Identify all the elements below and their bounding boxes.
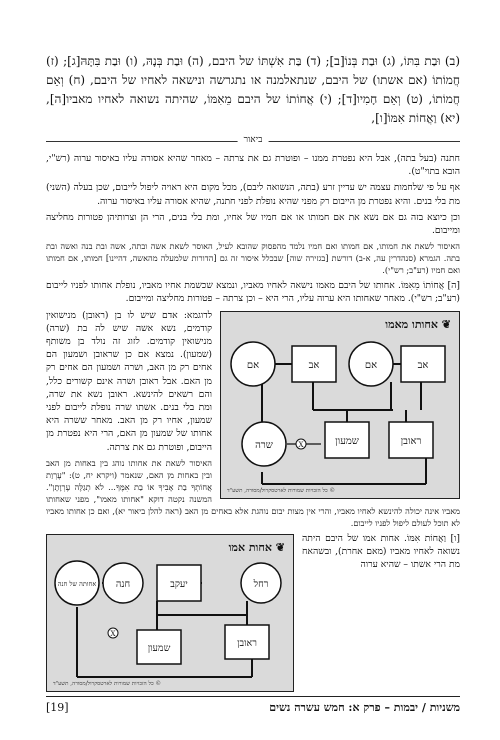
node-sarah: שרה bbox=[255, 439, 273, 451]
diagram-graphic bbox=[47, 535, 293, 691]
family-diagram-mothers-sister bbox=[46, 534, 294, 692]
node-mother-1: אם bbox=[246, 359, 260, 371]
node-father-2: אב bbox=[417, 359, 429, 371]
commentary-paragraph: אף על פי שלחמות עצמה יש עדיין זרע (בתה, הנשואה ליבם), מכל מקום היא ראויה ליפול לייבום, שכן בעלה (השני) מת בלי בנים. והיא נפטרת מן הייבום רק מפני שהיא נופלת לפני חתנה, שהיא אסורה עליו באיסור ערוה. bbox=[46, 182, 460, 207]
node-chana: חנה bbox=[115, 578, 131, 590]
family-diagram-sister-from-mother bbox=[220, 311, 460, 499]
running-title: משניות / יבמות – פרק א: חמש עשרה נשים bbox=[269, 701, 460, 714]
node-yaakov: יעקב bbox=[170, 578, 188, 590]
node-reuven: ראובן bbox=[400, 435, 422, 447]
diagram-title: ❦ אחות אמו bbox=[228, 540, 285, 554]
node-shimon: שמעון bbox=[147, 642, 171, 654]
node-mother-2: אם bbox=[364, 359, 378, 371]
node-shimon: שמעון bbox=[335, 435, 359, 447]
commentary-divider bbox=[46, 136, 460, 146]
commentary-paragraph: לדוגמא: אדם שיש לו בן (ראובן) מנישואין קודמים, נשא אשה שיש לה בת (שרה) מנישואין קודמים. לזוג זה נולד בן משותף (שמעון). נמצא אם כן שראובן ושמעון הם אחים רק מן האב, ושרה ושמעון הם אחים רק מן האם. אבל ראובן ושרה אינם קשורים כלל, והם רשאים להינשא. ראובן נשא את שרה, ומת בלי בנים. אשתו שרה נופלת לייבום לפני שמעון, אחיו רק מן האב. מאחר ששרה היא אחותו של שמעון מן האם, הרי היא נפטרת מן הייבום, ופוטרת גם את צרתה. bbox=[46, 309, 212, 453]
scroll-ornament-icon: ❦ bbox=[275, 540, 285, 554]
svg-text:X: X bbox=[110, 629, 116, 638]
node-rachel: רחל bbox=[253, 578, 269, 590]
diagram-title: ❦ אחותו מאמו bbox=[385, 317, 451, 331]
page-footer bbox=[46, 696, 460, 719]
node-chana-sister: אחותה של חנה bbox=[57, 579, 97, 588]
commentary-note: האיסור לשאת את חמותו, אם חמותו ואם חמיו נלמד מהפסוק שהובא לעיל, האוסר לשאת אשה ובתה, אשה ובת בנה ואשה ובת בתה. הגמרא (סנהדרין עה, א-ב) דורשת [בגזירה שוה] שבכלל איסור זה גם [הדורות שלמעלה מהאשה, דהיינו] חמותו, אם חמותו ואם חמיו (רע"ב; רש"י). bbox=[46, 241, 460, 276]
commentary-paragraph: חתנה (בעל בתה), אבל היא נפטרת ממנו – ופוטרת גם את צרתה – מאחר שהיא אסורה עליו באיסור ערוה (רש"י, הובא בתוי"ט). bbox=[46, 153, 460, 178]
commentary-note: האיסור לשאת את אחותו נוהג בין באחות מן האב ובין באחות מן האם, שנאמר (ויקרא יח, ט): "עֶרְוַת אֲחוֹתְךָ בַת אָבִיךָ אוֹ בַת אִמֶּךָ... לֹא תְגַלֶּה עֶרְוָתָן". המשנה נקטה דוקא "אחותו מאמו", מפני שאחותו מאביו אינה יכולה להינשא לאחיו מאביו, והרי אין מצות יבום נוהגת אלא באחים מן האב (ראה להלן ביאור יא), ואם כן אחותו מאביו לא תוכל לעולם ליפול לפניו לייבום. bbox=[46, 457, 460, 528]
diagram-credit: © כל הזכויות שמורות לארטסקרול/מסורה, תשע"ד bbox=[53, 680, 161, 687]
scroll-ornament-icon: ❦ bbox=[441, 317, 451, 331]
diagram-credit: © כל הזכויות שמורות לארטסקרול/מסורה, תשע"ד bbox=[227, 487, 335, 494]
diagram-graphic bbox=[221, 312, 459, 498]
node-reuven: ראובן bbox=[237, 637, 257, 649]
mishna-text: (ב) וּבַת בִּתּוֹ, (ג) וּבַת בְּנוֹ[ב]; (ד) בַּת אִשְׁתּוֹ של היבם, (ה) וּבַת בְּנָהּ, (ו) וּבַת בִּתָּהּ[ג]; (ז) חֲמוֹתוֹ (אם אשתו) של היבם, שנתאלמנה או נתגרשה ונישאה לאחיו של היבם, (ח) וְאֵם חֲמוֹתוֹ, (ט) וְאֵם חָמִיו[ד]; (י) אֲחוֹתוֹ של היבם מֵאִמּוֹ, שהיתה נשואה לאחיו מאביו[ה], (יא) וַאֲחוֹת אִמּוֹ[ו], bbox=[46, 54, 460, 125]
commentary-paragraph: [ה] אֲחוֹתוֹ מֵאִמּוֹ. אחותו של היבם מאמו נישאה לאחיו מאביו, ונמצא שכשמת אחיו מאביו, נופלת אחותו לפניו לייבום (רע"ב; רש"י). מאחר שאחותו היא ערוה עליו, הרי היא – וכן צרתה – פטורות מחליצה ומייבום. bbox=[46, 280, 460, 305]
svg-text:X: X bbox=[298, 440, 304, 449]
node-father-1: אב bbox=[308, 359, 320, 371]
commentary-paragraph: וכן כיוצא בזה גם אם נשא את אם חמותו או אם חמיו של אחיו, ומת בלי בנים, הרי הן וצרותיהן פטורות מחליצה ומייבום. bbox=[46, 211, 460, 237]
divider-label: ביאור bbox=[238, 134, 269, 145]
page-number: [19] bbox=[46, 701, 69, 714]
page-content bbox=[46, 52, 460, 692]
commentary-paragraph: [ו] וַאֲחוֹת אִמּוֹ. אחות אמו של היבם היתה נשואה לאחיו מאביו (מאם אחרת), ובשהאח מת הרי אשתו – שהיא ערוה bbox=[302, 532, 460, 571]
